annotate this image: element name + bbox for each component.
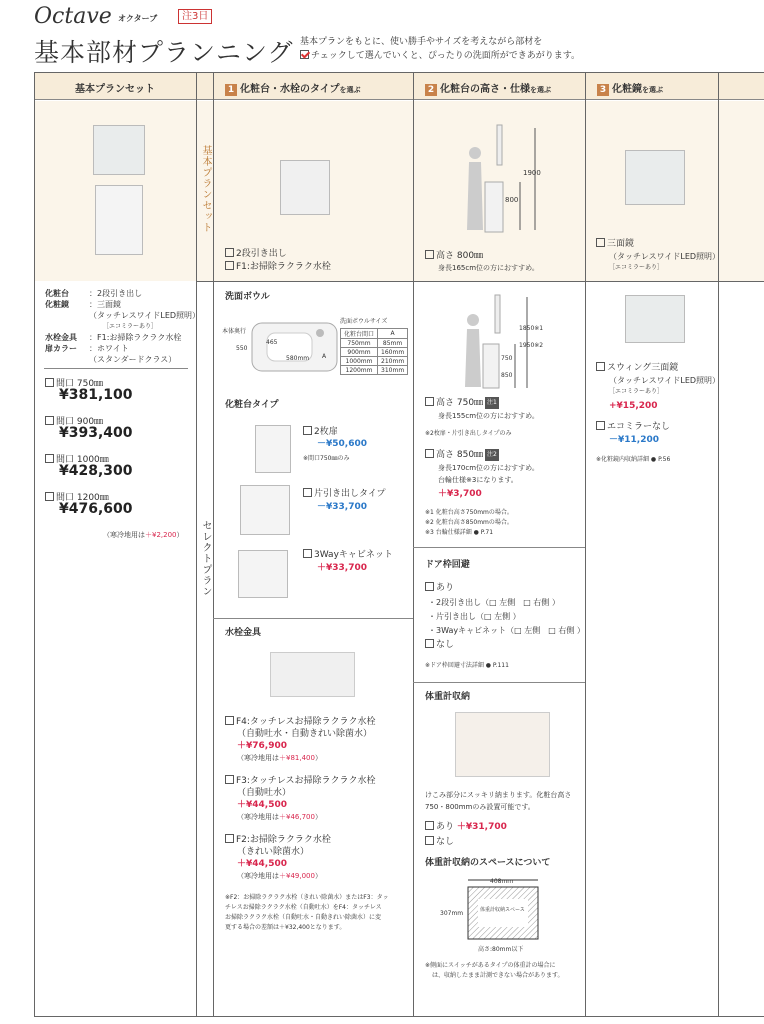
cabinet-drawer-option[interactable]: 片引き出しタイプ <box>303 488 386 500</box>
cold-note: （寒冷地用は＋¥2,200） <box>103 531 184 539</box>
c3-basic-note2: ［エコミラーあり］ <box>609 264 664 271</box>
height-diagram-select <box>455 292 555 392</box>
size-option-750[interactable]: 間口 750㎜ ¥381,100 <box>45 378 133 401</box>
svg-text:1850※1: 1850※1 <box>519 325 544 332</box>
height-750-note2: ※2枚扉・片引き出しタイプのみ <box>425 430 512 437</box>
mirror-eco-option[interactable]: エコミラーなし <box>596 421 670 433</box>
subtitle-line1: 基本プランをもとに、使い勝手やサイズを考えながら部材を <box>300 37 543 47</box>
door-sub-1[interactable]: ・2段引き出し（□ 左側 □ 右側 ） <box>428 598 560 607</box>
door-sub-2[interactable]: ・片引き出し（□ 左側 ） <box>428 612 521 621</box>
col-step2: 2 化粧台の高さ・仕様を選ぶ <box>425 80 551 96</box>
size-option-900[interactable]: 間口 900㎜ ¥393,400 <box>45 416 133 439</box>
brand-kana: オクターブ <box>118 14 158 23</box>
faucet-title: 水栓金具 <box>225 628 262 638</box>
height-850-note2: 台輪仕様※3になります。 <box>438 476 518 484</box>
col-step1: 1 化粧台・水栓のタイプを選ぶ <box>225 80 361 96</box>
size-option-1000[interactable]: 間口 1000㎜ ¥428,300 <box>45 454 133 477</box>
svg-text:307mm: 307mm <box>440 910 464 917</box>
height-footnotes: ※1 化粧台高さ750mmの場合。 ※2 化粧台高さ850mmの場合。 ※3 台輪仕様詳細 ● P.71 <box>425 509 513 536</box>
door-yes-option[interactable]: あり <box>425 582 454 594</box>
col-basic-set: 基本プランセット <box>75 84 155 95</box>
svg-text:1900: 1900 <box>523 169 541 177</box>
basic-specs: 化粧台 ：2段引き出し 化粧鏡 ：三面鏡 （タッチレスワイドLED照明） ［エコミラーあり］ 水栓金具 ：F1:お掃除ラクラク水栓 扉カラー ：ホワイト （スタンダードクラス） <box>45 289 201 364</box>
scale-space-diagram <box>440 875 550 955</box>
door-sub-3[interactable]: ・3Wayキャビネット（□ 左側 □ 右側 ） <box>428 626 585 635</box>
mirror-eco-price: －¥11,200 <box>609 435 659 445</box>
cabinet-2door-price: －¥50,600 <box>317 439 367 449</box>
mirror-swing-note2: ［エコミラーあり］ <box>609 388 664 395</box>
bowl-diagram <box>222 318 342 378</box>
mirror-swing-image <box>625 295 685 343</box>
side-select: セレクトプラン <box>200 520 211 597</box>
svg-text:高さ:80mm以下: 高さ:80mm以下 <box>478 946 524 953</box>
height-850-price: ＋¥3,700 <box>438 489 482 499</box>
side-basic: 基本プランセット <box>200 145 211 233</box>
c2-basic-note: 身長165cm位の方におすすめ。 <box>438 264 539 272</box>
height-750-option[interactable]: 高さ 750㎜ 注1 <box>425 397 499 409</box>
svg-text:465: 465 <box>266 339 278 346</box>
basic-mirror-image <box>93 125 145 175</box>
door-no-option[interactable]: なし <box>425 639 454 651</box>
bowl-table-title: 洗面ボウルサイズ <box>340 318 388 325</box>
mirror-note: ※化粧鏡内収納詳細 ● P.56 <box>596 456 671 463</box>
faucet-f3-option[interactable]: F3:タッチレスお掃除ラクラク水栓 （自動吐水） ＋¥44,500 （寒冷地用は＋¥46,700） <box>225 775 376 823</box>
cabinet-title: 化粧台タイプ <box>225 400 279 410</box>
height-850-note: 身長170cm位の方におすすめ。 <box>438 464 539 472</box>
cabinet-3way-option[interactable]: 3Wayキャビネット <box>303 549 393 561</box>
svg-text:A: A <box>322 353 327 360</box>
svg-text:1950※2: 1950※2 <box>519 342 544 349</box>
cabinet-drawer-image <box>240 485 290 535</box>
svg-text:800: 800 <box>505 196 519 204</box>
svg-text:体重計収納スペース: 体重計収納スペース <box>480 907 525 913</box>
mirror-swing-option[interactable]: スウィング三面鏡 <box>596 362 678 374</box>
brand-name: Octave <box>34 4 112 29</box>
cabinet-2door-image <box>255 425 291 473</box>
height-850-option[interactable]: 高さ 850㎜ 注2 <box>425 449 499 461</box>
c1-basic-opt2[interactable]: F1:お掃除ラクラク水栓 <box>225 261 331 273</box>
scale-image <box>455 712 550 777</box>
basic-vanity-image <box>95 185 143 255</box>
cabinet-3way-image <box>238 550 288 598</box>
height-diagram-basic <box>455 120 555 235</box>
c1-basic-opt1[interactable]: 2段引き出し <box>225 248 287 260</box>
bowl-size-table: 化粧台間口 A 750mm 85mm 900mm 160mm 1000mm 210mm 1200mm 310mm <box>340 328 408 375</box>
cabinet-3way-price: ＋¥33,700 <box>317 563 367 573</box>
c2-basic-opt[interactable]: 高さ 800㎜ <box>425 250 483 262</box>
cabinet-2door-option[interactable]: 2枚扉 <box>303 426 338 438</box>
faucet-f4-option[interactable]: F4:タッチレスお掃除ラクラク水栓 （自動吐水・自動きれい除菌水） ＋¥76,900 （寒冷地用は＋¥81,400） <box>225 716 376 764</box>
col-step3: 3 化粧鏡を選ぶ <box>597 80 663 96</box>
cabinet-2door-note: ※間口750㎜のみ <box>303 455 350 462</box>
scale-title: 体重計収納 <box>425 692 471 702</box>
svg-text:550: 550 <box>236 345 248 352</box>
svg-text:408mm: 408mm <box>490 878 514 885</box>
page-title: 基本部材プランニング <box>34 38 294 67</box>
door-title: ドア枠回避 <box>425 560 470 570</box>
bowl-title: 洗面ボウル <box>225 292 270 302</box>
faucet-image <box>270 652 355 697</box>
c3-basic-note1: （タッチレスワイドLED照明） <box>609 252 721 261</box>
mirror-swing-price: +¥15,200 <box>609 401 658 411</box>
scale-note1: ※側面にスイッチがあるタイプの体重計の場合に <box>425 962 556 969</box>
note-badge: 注3日 <box>178 9 212 24</box>
svg-text:850: 850 <box>501 372 513 379</box>
scale-note2: は、収納したまま計測できない場合があります。 <box>432 972 564 979</box>
faucet-note: ※F2：お掃除ラクラク水栓（きれい除菌水）またはF3：タッ チレスお掃除ラクラク水栓（自動吐水）をF4：タッチレス お掃除ラクラク水栓（自動吐水・自動きれい除菌水）に変 更する場合の差額は＋¥32,400となります。 <box>225 894 389 931</box>
scale-space-title: 体重計収納のスペースについて <box>425 858 551 868</box>
faucet-f2-option[interactable]: F2:お掃除ラクラク水栓 （きれい除菌水） ＋¥44,500 （寒冷地用は＋¥49,000） <box>225 834 331 882</box>
scale-desc2: 750・800mmのみ設置可能です。 <box>425 803 535 811</box>
svg-text:580mm: 580mm <box>286 355 310 362</box>
vanity-2drawer-image <box>280 160 330 215</box>
mirror-swing-note1: （タッチレスワイドLED照明） <box>609 376 721 385</box>
svg-text:本体奥行: 本体奥行 <box>222 328 247 335</box>
svg-text:750: 750 <box>501 355 513 362</box>
scale-desc1: けこみ部分にスッキリ納まります。化粧台高さ <box>425 791 572 799</box>
scale-yes-option[interactable]: あり ＋¥31,700 <box>425 821 507 833</box>
c3-basic-opt[interactable]: 三面鏡 <box>596 238 634 250</box>
subtitle-line2: チェックして選んでいくと、ぴったりの洗面所ができあがります。 <box>300 50 580 62</box>
cabinet-drawer-price: －¥33,700 <box>317 502 367 512</box>
check-icon <box>300 50 309 59</box>
scale-no-option[interactable]: なし <box>425 836 454 848</box>
door-note: ※ドア枠回避寸法詳細 ● P.111 <box>425 662 509 669</box>
size-option-1200[interactable]: 間口 1200㎜ ¥476,600 <box>45 492 133 515</box>
mirror-basic-image <box>625 150 685 205</box>
height-750-note: 身長155cm位の方におすすめ。 <box>438 412 539 420</box>
